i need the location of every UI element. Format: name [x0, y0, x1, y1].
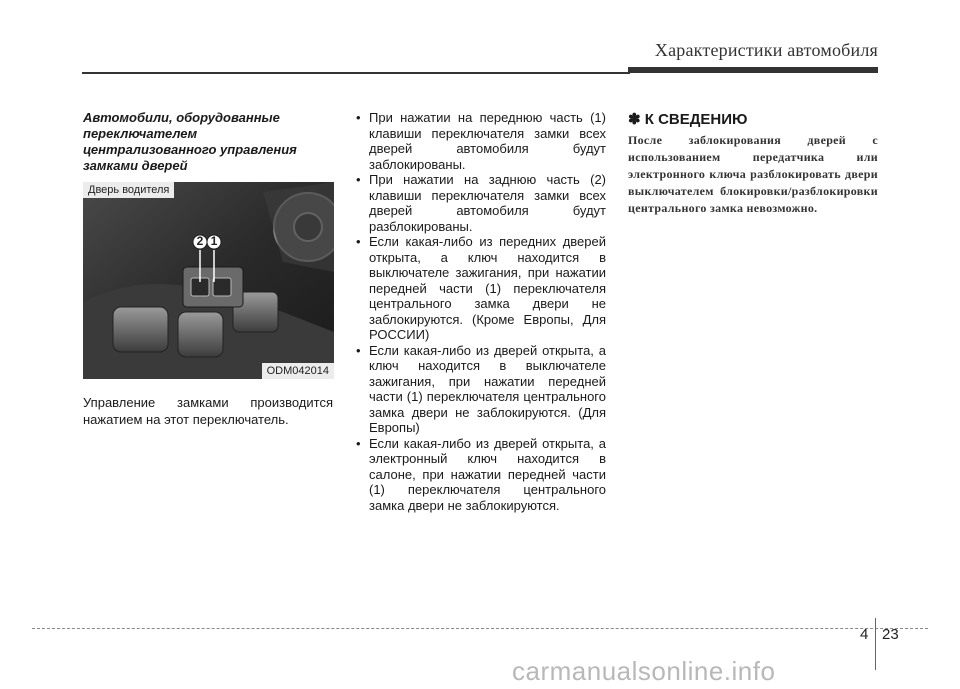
watermark: carmanualsonline.info	[512, 656, 776, 686]
left-column	[83, 110, 333, 174]
asterisk-icon: ✽	[628, 111, 641, 128]
header-divider-bold	[628, 67, 878, 73]
info-title: ✽ К СВЕДЕНИЮ	[628, 111, 748, 128]
door-switch-photo	[83, 182, 334, 379]
middle-column	[356, 110, 606, 513]
header-divider	[82, 72, 630, 74]
figure-caption: Управление замками производится нажатием на этот переключатель.	[83, 395, 333, 427]
right-column	[628, 110, 878, 217]
chapter-number: 4	[860, 626, 869, 643]
door-panel-illustration	[83, 182, 334, 379]
footer-separator	[875, 618, 876, 670]
footer-divider	[32, 628, 928, 629]
list-item: • Если какая-либо из дверей открыта, а электронный ключ находится в салоне, при нажатии передней части (1) переключателя центрального замка двери не заблокируются.	[356, 435, 606, 513]
list-item: • Если какая-либо из дверей открыта, а ключ находится в выключателе зажигания, при нажатии передней части (1) переключателя центрального замка двери не заблокируются. (Для Европы)	[356, 342, 606, 435]
list-item: • Если какая-либо из передних дверей открыта, а ключ находится в выключателе зажигания, при нажатии передней части (1) переключателя центрального замка двери не заблокируются. (Кроме Европы, Для РОССИИ)	[356, 234, 606, 342]
section-heading: Автомобили, оборудованные переключателем централизованного управления замками дверей	[83, 110, 297, 173]
callout-1: 1	[210, 234, 218, 248]
figure-label: Дверь водителя	[83, 182, 174, 198]
info-text: После заблокирования дверей с использованием передатчика или электронного ключа разблокировать двери выключателем блокировки/разблокировки центрального замка невозможно.	[628, 133, 878, 215]
list-item: • При нажатии на заднюю часть (2) клавиши переключателя замки всех дверей автомобиля будут разблокированы.	[356, 172, 606, 234]
page-number: 23	[882, 626, 899, 643]
list-item: • При нажатии на переднюю часть (1) клавиши переключателя замки всех дверей автомобиля будут заблокированы.	[356, 110, 606, 172]
callout-2: 2	[196, 234, 204, 248]
page-header-title: Характеристики автомобиля	[654, 40, 878, 60]
bullet-list	[356, 110, 606, 513]
figure-code: ODM042014	[262, 363, 334, 379]
